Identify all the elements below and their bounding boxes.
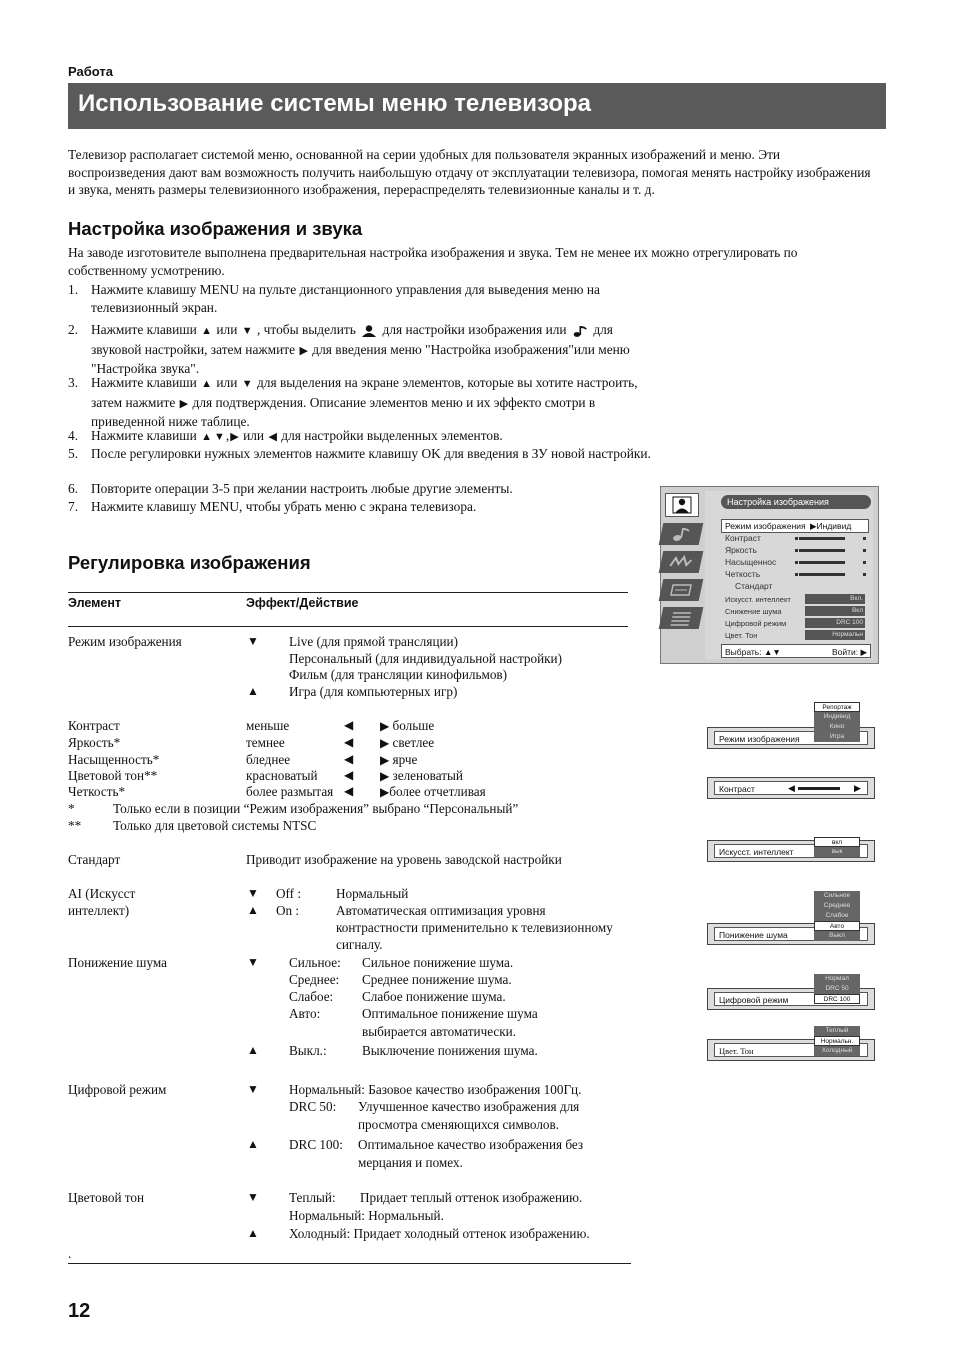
setup-icon <box>659 579 704 601</box>
table-bottom-rule <box>68 1263 631 1264</box>
up-arrow-icon: ▲ <box>201 378 212 390</box>
widget-contrast <box>707 777 875 799</box>
step-1: 1. Нажмите клавишу MENU на пульте дистанционного управления для выведения меню на телевизионный экран. <box>68 282 600 315</box>
tone-value: Нормальный: Нормальный. <box>289 1208 444 1223</box>
osd-row-sharpness: Четкость <box>725 569 761 579</box>
down-arrow-icon: ▼ <box>247 1082 259 1096</box>
right-arrow-icon: ▶ <box>380 736 390 750</box>
noise-value: выбирается автоматически. <box>362 1024 516 1039</box>
down-arrow-icon: ▼ <box>247 886 259 900</box>
ai-option-value: контрастности применительно к телевизионному <box>336 920 613 935</box>
osd-value-ai: Вкл. <box>805 594 865 604</box>
picture-settings-icon <box>666 494 698 516</box>
noise-value: Оптимальное понижение шума <box>362 1006 538 1021</box>
row-label-saturation: Насыщенность* <box>68 752 160 767</box>
digital-value: Улучшенное качество изображения для <box>358 1099 580 1114</box>
sound-settings-icon <box>572 325 588 337</box>
widget-label: Понижение шума <box>714 927 868 941</box>
left-arrow-icon: ◀ <box>344 718 354 732</box>
right-arrow-icon: ▶ <box>380 753 390 767</box>
osd-row-brightness: Яркость <box>725 545 757 555</box>
row-label-sharpness: Четкость* <box>68 784 126 799</box>
ai-option-key: Off : <box>276 886 302 901</box>
adjust-high: ▶более отчетливая <box>380 784 486 799</box>
adjust-high: ▶ зеленоватый <box>380 768 463 783</box>
up-arrow-icon: ▲ <box>247 1043 259 1057</box>
picture-settings-icon <box>361 325 377 337</box>
osd-panel <box>705 491 873 659</box>
adjust-high: ▶ светлее <box>380 735 435 750</box>
page-number: 12 <box>68 1300 91 1322</box>
adjust-low: бледнее <box>246 752 291 767</box>
noise-value: Сильное понижение шума. <box>362 955 514 970</box>
step-4: 4. Нажмите клавиши ▲ ▼,▶ или ◀ для настройки выделенных элементов. <box>68 427 663 447</box>
right-arrow-icon: ▶ <box>299 344 308 357</box>
mode-option: Live (для прямой трансляции) <box>289 634 459 649</box>
row-label-noise: Понижение шума <box>68 955 167 970</box>
section-lead: На заводе изготовителе выполнена предварительная настройка изображения и звука. Тем не менее их можно отрегулировать по собственному усмотрению. <box>68 245 798 278</box>
row-label-ai: AI (Искусст <box>68 886 136 901</box>
right-arrow-icon: ▶ <box>854 783 861 793</box>
row-label-tone: Цветовой тон <box>68 1190 145 1205</box>
osd-tab-features <box>659 551 704 573</box>
up-arrow-icon: ▲ <box>247 1137 259 1151</box>
trailing-dot: . <box>68 1246 72 1261</box>
list-icon <box>659 607 704 629</box>
adjust-low: более размытая <box>246 784 334 799</box>
osd-value-digital: DRC 100 <box>805 618 865 628</box>
section-label: Работа <box>68 64 113 79</box>
noise-value: Выключение понижения шума. <box>362 1043 538 1058</box>
right-arrow-icon: ▶ <box>380 769 390 783</box>
osd-row-saturation: Насыщеннос <box>725 557 777 567</box>
up-arrow-icon: ▲ <box>201 431 212 443</box>
widget-label: Контраст <box>714 781 868 795</box>
down-arrow-icon: ▼ <box>247 955 259 969</box>
osd-tab-list <box>659 607 704 629</box>
widget-label: Цифровой режим <box>714 992 868 1006</box>
table-top-rule <box>68 592 628 593</box>
sound-settings-icon <box>659 523 704 545</box>
osd-tab-picture <box>665 493 699 517</box>
widget-options: Теплый Нормальн. Холодный <box>814 1026 860 1056</box>
noise-value: Слабое понижение шума. <box>362 989 506 1004</box>
page-title: Использование системы меню телевизора <box>78 90 591 117</box>
osd-row-noise: Снижение шума <box>725 607 782 616</box>
left-arrow-icon: ◀ <box>788 783 795 793</box>
adjust-low: темнее <box>246 735 285 750</box>
osd-row-digital: Цифровой режим <box>725 619 787 628</box>
widget-label: Режим изображения <box>714 731 868 745</box>
contrast-bar <box>798 787 840 790</box>
left-arrow-icon: ◀ <box>344 768 354 782</box>
right-arrow-icon: ▶ <box>179 397 189 410</box>
adjust-low: меньше <box>246 718 290 733</box>
footnote-mark: * <box>68 801 75 816</box>
table-header-rule <box>68 626 628 627</box>
noise-key: Сильное: <box>289 955 341 970</box>
osd-header: Настройка изображения <box>721 495 871 509</box>
digital-value: Нормальный: Базовое качество изображения 100Гц. <box>289 1082 582 1097</box>
noise-key: Авто: <box>289 1006 321 1021</box>
footnote-text: Только если в позиции “Режим изображения” выбрано “Персональный” <box>113 801 519 816</box>
title-bar <box>68 83 886 129</box>
osd-footer: Выбрать: ▲▼ Войти: ▶ <box>721 644 871 658</box>
column-header-element: Элемент <box>68 596 122 610</box>
step-2: 2. Нажмите клавиши ▲ или ▼ , чтобы выделить для настройки изображения или для звуковой настройки, затем нажмите ▶ для введения меню "Настройка изображения"или меню "Настройка звука". <box>68 322 630 376</box>
digital-value: Оптимальное качество изображения без <box>358 1137 584 1152</box>
down-arrow-icon: ▼ <box>241 325 253 337</box>
section-heading-setup: Настройка изображения и звука <box>68 218 363 239</box>
osd-picture-menu <box>660 486 879 664</box>
left-arrow-icon: ◀ <box>268 431 277 443</box>
noise-value: Среднее понижение шума. <box>362 972 512 987</box>
row-label-brightness: Яркость* <box>68 735 121 750</box>
step-3: 3. Нажмите клавиши ▲ или ▼ для выделения на экране элементов, которые вы хотите настроить, затем нажмите ▶ для подтверждения. Описание элементов меню и их эффекто смотри в приведенной ниже таблице. <box>68 375 638 429</box>
row-label-contrast: Контраст <box>68 718 120 733</box>
tone-value: Придает теплый оттенок изображению. <box>360 1190 583 1205</box>
widget-label: Искусст. интеллект <box>714 844 868 858</box>
widget-tone <box>707 1027 875 1061</box>
osd-selected-row: Режим изображения ▶Индивид <box>721 519 869 533</box>
widget-options: Репортаж Индивид Кино Игра <box>814 702 860 742</box>
left-arrow-icon: ◀ <box>344 735 354 749</box>
step-5: 5. После регулировки нужных элементов нажмите клавишу OK для введения в ЗУ новой настройки. <box>68 446 651 461</box>
digital-value: мерцания и помех. <box>358 1155 463 1170</box>
down-arrow-icon: ▼ <box>247 1190 259 1204</box>
adjust-low: красноватый <box>246 768 318 783</box>
mode-option: Фильм (для трансляции кинофильмов) <box>289 667 508 682</box>
row-label-ai: интеллект) <box>68 903 130 918</box>
ai-option-key: On : <box>276 903 300 918</box>
widget-options: Нормал DRC 50 DRC 100 <box>814 974 860 1004</box>
widget-noise <box>707 892 875 945</box>
section-heading-picture: Регулировка изображения <box>68 552 311 573</box>
adjust-high: ▶ больше <box>380 718 435 733</box>
row-label-picture-mode: Режим изображения <box>68 634 182 649</box>
widget-digital <box>707 975 875 1010</box>
digital-value: просмотра сменяющихся символов. <box>358 1117 560 1132</box>
digital-key: DRC 100: <box>289 1137 343 1152</box>
ai-option-value: Автоматическая оптимизация уровня <box>336 903 546 918</box>
mode-option: Персональный (для индивидуальной настройки) <box>289 651 563 666</box>
noise-key: Слабое: <box>289 989 334 1004</box>
tone-key: Теплый: <box>289 1190 336 1205</box>
ai-option-value: сигналу. <box>336 937 383 952</box>
features-icon <box>659 551 704 573</box>
osd-tab-sound <box>659 523 704 545</box>
footnote-text: Только для цветовой системы NTSC <box>113 818 317 833</box>
widget-ai <box>707 840 875 862</box>
widget-label: Цвет. Тон <box>714 1043 868 1057</box>
row-label-digital: Цифровой режим <box>68 1082 167 1097</box>
up-arrow-icon: ▲ <box>201 325 212 337</box>
right-arrow-icon: ▶ <box>230 431 239 443</box>
tone-value: Холодный: Придает холодный оттенок изображению. <box>289 1226 590 1241</box>
osd-tab-setup <box>659 579 704 601</box>
digital-key: DRC 50: <box>289 1099 337 1114</box>
ai-option-value: Нормальный <box>336 886 409 901</box>
noise-key: Среднее: <box>289 972 340 987</box>
osd-row-standard: Стандарт <box>735 581 773 591</box>
row-label-standard: Стандарт <box>68 852 121 867</box>
right-arrow-icon: ▶ <box>380 719 390 733</box>
left-arrow-icon: ◀ <box>344 752 354 766</box>
widget-options: Сильное Среднее Слабое Авто Выкл <box>814 891 860 941</box>
osd-row-ai: Искусст. интеллект <box>725 595 791 604</box>
footnote-mark: ** <box>68 818 82 833</box>
osd-row-contrast: Контраст <box>725 533 761 543</box>
standard-description: Приводит изображение на уровень заводской настройки <box>246 852 562 867</box>
column-header-effect: Эффект/Действие <box>246 596 359 610</box>
row-label-hue: Цветовой тон** <box>68 768 158 783</box>
up-arrow-icon: ▲ <box>247 903 259 917</box>
step-6: 6. Повторите операции 3-5 при желании настроить любые другие элементы. <box>68 481 513 496</box>
widget-picture-mode <box>707 704 875 749</box>
mode-option: Игра (для компьютерных игр) <box>289 684 458 699</box>
down-arrow-icon: ▼ <box>214 431 225 443</box>
down-arrow-icon: ▼ <box>241 378 253 390</box>
intro-paragraph: Телевизор располагает системой меню, основанной на серии удобных для пользователя экранных изображений и меню. Эти воспроизведения дают вам возможность получить наибольшую отдачу от эксплуатации телевизора, помогая менять настройку изображения и звука, менять размеры телевизионного изображения, перераспределять телевизионные каналы и т. д. <box>68 147 871 197</box>
down-arrow-icon: ▼ <box>247 634 259 648</box>
osd-value-noise: Вкл <box>805 606 865 616</box>
step-7: 7. Нажмите клавишу MENU, чтобы убрать меню с экрана телевизора. <box>68 499 477 514</box>
osd-row-tone: Цвет. Тон <box>725 631 758 640</box>
up-arrow-icon: ▲ <box>247 684 259 698</box>
osd-value-tone: Нормальн <box>805 630 865 640</box>
right-arrow-icon: ▶ <box>380 785 390 799</box>
left-arrow-icon: ◀ <box>344 784 354 798</box>
osd-selected-value: ▶Индивид <box>810 521 852 531</box>
adjust-high: ▶ ярче <box>380 752 418 767</box>
noise-key: Выкл.: <box>289 1043 327 1058</box>
widget-options: вкл вык <box>814 837 860 857</box>
up-arrow-icon: ▲ <box>247 1226 259 1240</box>
